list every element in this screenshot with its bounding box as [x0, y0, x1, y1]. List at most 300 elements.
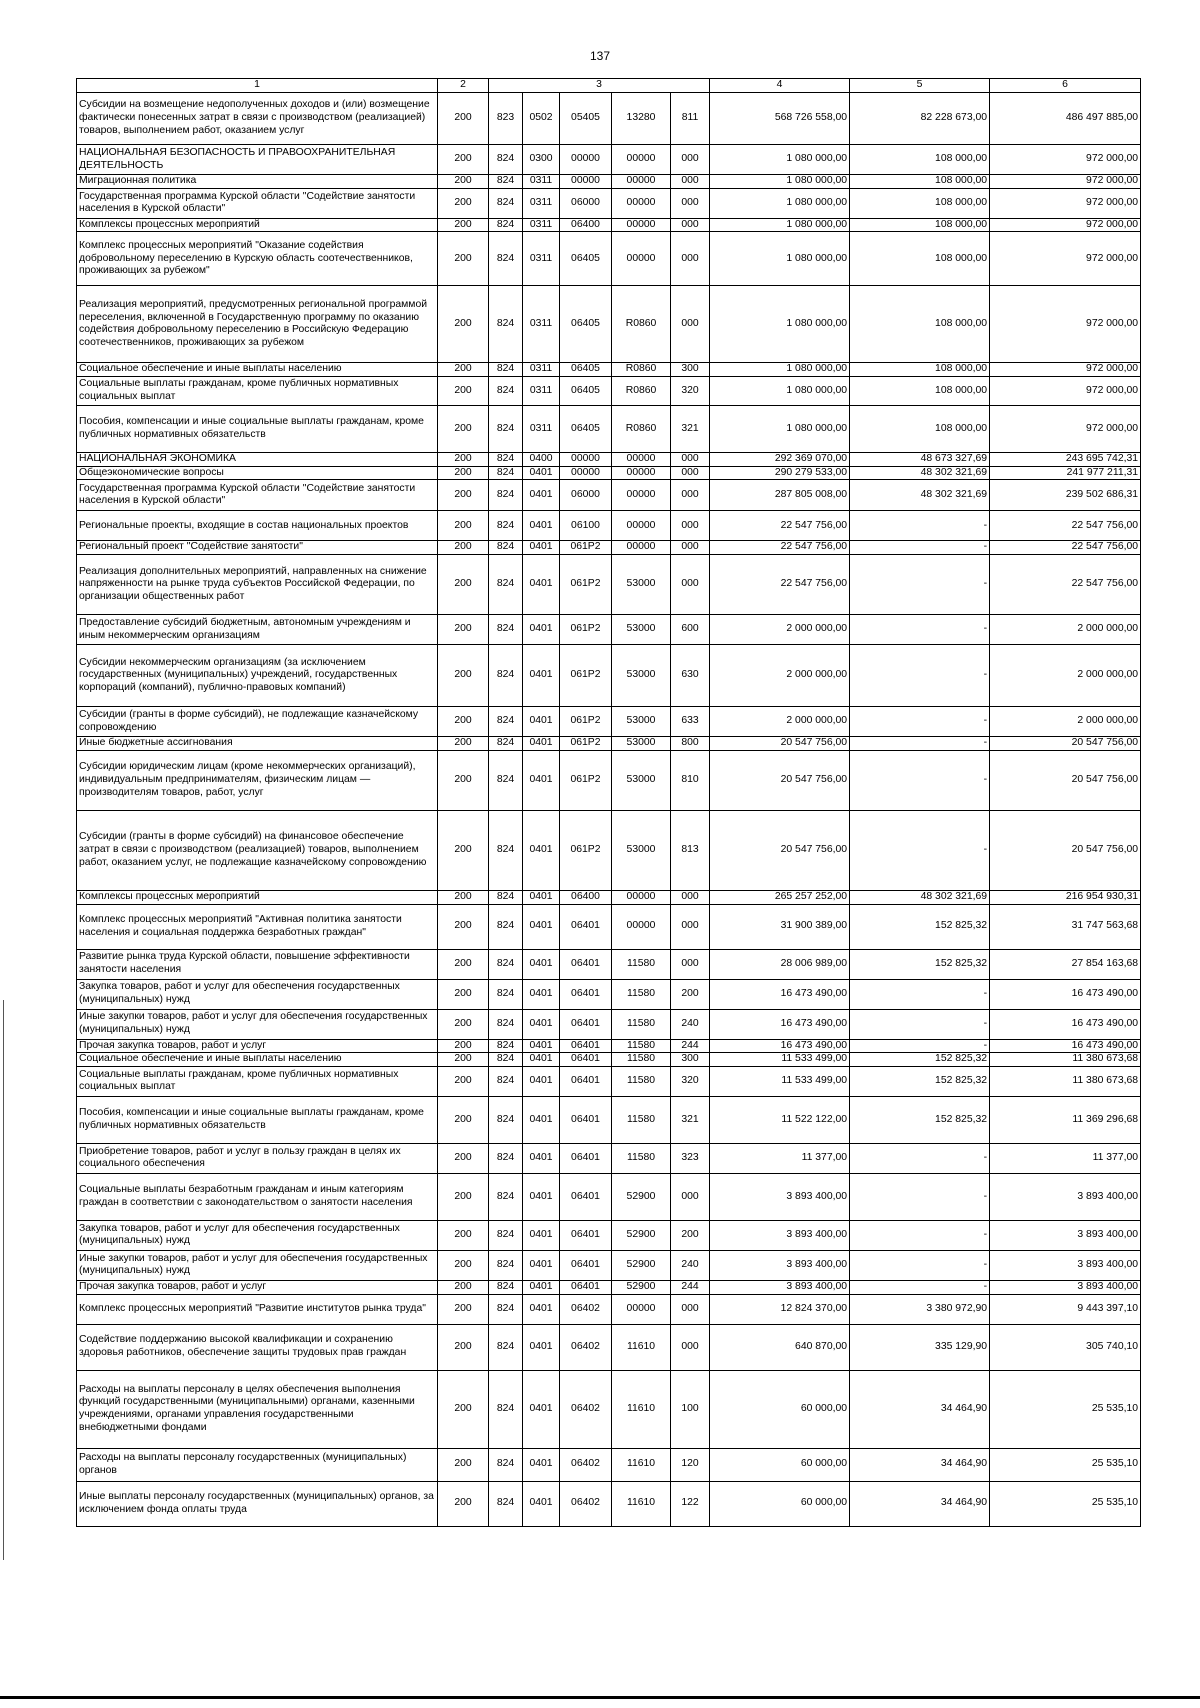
row-program-code: 00000 [560, 145, 612, 175]
row-section-code: 0401 [523, 1250, 560, 1280]
row-line-code: 200 [438, 707, 489, 737]
row-ministry-code: 824 [489, 363, 523, 377]
row-ministry-code: 824 [489, 1250, 523, 1280]
table-row [77, 1294, 1141, 1324]
row-expense-type-code: 000 [671, 541, 710, 555]
row-program-code: 06405 [560, 406, 612, 453]
row-approved-amount: 12 824 370,00 [710, 1294, 850, 1324]
row-program-code: 06402 [560, 1294, 612, 1324]
table-row [77, 1039, 1141, 1053]
row-direction-code: 00000 [612, 1294, 671, 1324]
row-executed-amount: - [850, 979, 990, 1009]
row-ministry-code: 824 [489, 218, 523, 232]
table-row [77, 890, 1141, 904]
row-line-code: 200 [438, 1220, 489, 1250]
row-name: Социальные выплаты безработным гражданам и иным категориям граждан в соответствии с законодательством о занятости населения [77, 1173, 438, 1220]
row-name: Общеэкономические вопросы [77, 466, 438, 480]
row-section-code: 0401 [523, 1066, 560, 1096]
row-name: Социальное обеспечение и иные выплаты населению [77, 363, 438, 377]
row-name: Субсидии юридическим лицам (кроме некоммерческих организаций), индивидуальным предпринимателям, физическим лицам — производителям товаров, работ, услуг [77, 750, 438, 810]
row-ministry-code: 824 [489, 1053, 523, 1067]
table-row [77, 511, 1141, 541]
row-direction-code: 11610 [612, 1481, 671, 1526]
row-executed-amount: 108 000,00 [850, 406, 990, 453]
row-unexecuted-amount: 2 000 000,00 [990, 615, 1141, 645]
row-name: Субсидии (гранты в форме субсидий) на финансовое обеспечение затрат в связи с производством (реализацией) товаров, выполнением работ, оказанием услуг, не подлежащие казначейскому сопровождению [77, 810, 438, 890]
row-executed-amount: - [850, 810, 990, 890]
row-ministry-code: 824 [489, 737, 523, 751]
row-approved-amount: 16 473 490,00 [710, 1039, 850, 1053]
row-direction-code: 11580 [612, 1096, 671, 1143]
row-section-code: 0401 [523, 707, 560, 737]
row-section-code: 0401 [523, 1096, 560, 1143]
row-name: Государственная программа Курской области "Содействие занятости населения в Курской области" [77, 480, 438, 511]
row-executed-amount: 108 000,00 [850, 286, 990, 363]
row-section-code: 0300 [523, 145, 560, 175]
row-ministry-code: 824 [489, 904, 523, 949]
row-direction-code: R0860 [612, 377, 671, 406]
row-name: Иные выплаты персоналу государственных (муниципальных) органов, за исключением фонда оплаты труда [77, 1481, 438, 1526]
header-row [77, 79, 1141, 93]
row-approved-amount: 287 805 008,00 [710, 480, 850, 511]
row-program-code: 06401 [560, 949, 612, 979]
row-section-code: 0311 [523, 286, 560, 363]
row-line-code: 200 [438, 453, 489, 467]
row-section-code: 0502 [523, 93, 560, 145]
row-direction-code: 53000 [612, 555, 671, 615]
row-approved-amount: 3 893 400,00 [710, 1250, 850, 1280]
table-row [77, 453, 1141, 467]
row-ministry-code: 824 [489, 1066, 523, 1096]
row-approved-amount: 28 006 989,00 [710, 949, 850, 979]
row-line-code: 200 [438, 363, 489, 377]
row-approved-amount: 60 000,00 [710, 1481, 850, 1526]
row-expense-type-code: 321 [671, 406, 710, 453]
row-line-code: 200 [438, 1039, 489, 1053]
row-executed-amount: 48 302 321,69 [850, 890, 990, 904]
row-line-code: 200 [438, 1294, 489, 1324]
row-line-code: 200 [438, 904, 489, 949]
row-name: Расходы на выплаты персоналу в целях обеспечения выполнения функций государственными (муниципальными) органами, казенными учреждениями, органами управления государственными внебюджетными фондами [77, 1370, 438, 1448]
row-line-code: 200 [438, 1143, 489, 1173]
table-row [77, 286, 1141, 363]
row-line-code: 200 [438, 286, 489, 363]
row-approved-amount: 22 547 756,00 [710, 511, 850, 541]
row-direction-code: 00000 [612, 232, 671, 286]
row-name: Приобретение товаров, работ и услуг в пользу граждан в целях их социального обеспечения [77, 1143, 438, 1173]
row-section-code: 0311 [523, 363, 560, 377]
table-row [77, 1096, 1141, 1143]
row-line-code: 200 [438, 810, 489, 890]
table-row [77, 406, 1141, 453]
row-line-code: 200 [438, 1448, 489, 1481]
row-unexecuted-amount: 2 000 000,00 [990, 707, 1141, 737]
row-direction-code: 00000 [612, 188, 671, 218]
row-program-code: 06401 [560, 1280, 612, 1294]
row-approved-amount: 2 000 000,00 [710, 645, 850, 707]
row-ministry-code: 824 [489, 1448, 523, 1481]
row-direction-code: 00000 [612, 466, 671, 480]
row-expense-type-code: 000 [671, 555, 710, 615]
row-line-code: 200 [438, 232, 489, 286]
row-program-code: 06402 [560, 1448, 612, 1481]
row-program-code: 00000 [560, 453, 612, 467]
row-direction-code: R0860 [612, 286, 671, 363]
row-expense-type-code: 244 [671, 1039, 710, 1053]
row-unexecuted-amount: 3 893 400,00 [990, 1250, 1141, 1280]
row-section-code: 0401 [523, 1009, 560, 1039]
row-executed-amount: 335 129,90 [850, 1324, 990, 1370]
row-name: Региональный проект "Содействие занятости" [77, 541, 438, 555]
row-expense-type-code: 100 [671, 1370, 710, 1448]
row-approved-amount: 16 473 490,00 [710, 1009, 850, 1039]
row-executed-amount: - [850, 1143, 990, 1173]
row-program-code: 06402 [560, 1324, 612, 1370]
row-section-code: 0401 [523, 1280, 560, 1294]
row-expense-type-code: 000 [671, 480, 710, 511]
row-section-code: 0401 [523, 1173, 560, 1220]
row-name: Развитие рынка труда Курской области, повышение эффективности занятости населения [77, 949, 438, 979]
row-executed-amount: 108 000,00 [850, 232, 990, 286]
row-name: Социальное обеспечение и иные выплаты населению [77, 1053, 438, 1067]
row-expense-type-code: 630 [671, 645, 710, 707]
row-section-code: 0311 [523, 175, 560, 189]
row-section-code: 0401 [523, 541, 560, 555]
row-name: Пособия, компенсации и иные социальные выплаты гражданам, кроме публичных нормативных обязательств [77, 406, 438, 453]
row-ministry-code: 824 [489, 1370, 523, 1448]
row-unexecuted-amount: 25 535,10 [990, 1448, 1141, 1481]
row-section-code: 0311 [523, 218, 560, 232]
row-approved-amount: 1 080 000,00 [710, 363, 850, 377]
row-ministry-code: 824 [489, 480, 523, 511]
row-executed-amount: 108 000,00 [850, 145, 990, 175]
row-line-code: 200 [438, 1370, 489, 1448]
row-line-code: 200 [438, 555, 489, 615]
row-line-code: 200 [438, 541, 489, 555]
row-name: Предоставление субсидий бюджетным, автономным учреждениям и иным некоммерческим организациям [77, 615, 438, 645]
table-row [77, 480, 1141, 511]
table-row [77, 1481, 1141, 1526]
row-name: Иные закупки товаров, работ и услуг для обеспечения государственных (муниципальных) нужд [77, 1250, 438, 1280]
table-row [77, 737, 1141, 751]
row-expense-type-code: 000 [671, 188, 710, 218]
row-unexecuted-amount: 22 547 756,00 [990, 541, 1141, 555]
row-line-code: 200 [438, 1173, 489, 1220]
row-executed-amount: 152 825,32 [850, 949, 990, 979]
row-program-code: 061P2 [560, 737, 612, 751]
row-unexecuted-amount: 972 000,00 [990, 188, 1141, 218]
row-line-code: 200 [438, 93, 489, 145]
row-program-code: 00000 [560, 175, 612, 189]
row-approved-amount: 22 547 756,00 [710, 541, 850, 555]
row-expense-type-code: 320 [671, 1066, 710, 1096]
table-row [77, 1066, 1141, 1096]
row-direction-code: 00000 [612, 541, 671, 555]
row-expense-type-code: 000 [671, 511, 710, 541]
row-name: Иные бюджетные ассигнования [77, 737, 438, 751]
row-name: Комплексы процессных мероприятий [77, 890, 438, 904]
row-approved-amount: 3 893 400,00 [710, 1280, 850, 1294]
row-program-code: 06401 [560, 904, 612, 949]
row-program-code: 06000 [560, 480, 612, 511]
row-program-code: 06400 [560, 890, 612, 904]
table-row [77, 1370, 1141, 1448]
row-unexecuted-amount: 25 535,10 [990, 1370, 1141, 1448]
row-approved-amount: 11 533 499,00 [710, 1066, 850, 1096]
row-unexecuted-amount: 972 000,00 [990, 145, 1141, 175]
row-executed-amount: - [850, 1009, 990, 1039]
row-direction-code: 11580 [612, 1066, 671, 1096]
row-approved-amount: 16 473 490,00 [710, 979, 850, 1009]
column-header-5: 5 [850, 79, 990, 93]
row-ministry-code: 824 [489, 406, 523, 453]
row-name: Комплекс процессных мероприятий "Развитие институтов рынка труда" [77, 1294, 438, 1324]
row-program-code: 06401 [560, 979, 612, 1009]
row-line-code: 200 [438, 466, 489, 480]
row-line-code: 200 [438, 1009, 489, 1039]
row-unexecuted-amount: 216 954 930,31 [990, 890, 1141, 904]
row-ministry-code: 824 [489, 810, 523, 890]
row-approved-amount: 1 080 000,00 [710, 232, 850, 286]
row-expense-type-code: 244 [671, 1280, 710, 1294]
row-approved-amount: 265 257 252,00 [710, 890, 850, 904]
row-direction-code: 53000 [612, 737, 671, 751]
row-name: Реализация дополнительных мероприятий, направленных на снижение напряженности на рынке труда субъектов Российской Федерации, по организации общественных работ [77, 555, 438, 615]
table-row [77, 1173, 1141, 1220]
row-executed-amount: 34 464,90 [850, 1370, 990, 1448]
row-expense-type-code: 300 [671, 1053, 710, 1067]
row-program-code: 061P2 [560, 541, 612, 555]
row-name: Субсидии некоммерческим организациям (за исключением государственных (муниципальных) учреждений, государственных корпораций (компаний), публично-правовых компаний) [77, 645, 438, 707]
row-line-code: 200 [438, 406, 489, 453]
table-row [77, 377, 1141, 406]
row-line-code: 200 [438, 890, 489, 904]
row-section-code: 0401 [523, 615, 560, 645]
row-expense-type-code: 811 [671, 93, 710, 145]
row-line-code: 200 [438, 1096, 489, 1143]
row-line-code: 200 [438, 1324, 489, 1370]
table-row [77, 949, 1141, 979]
row-expense-type-code: 600 [671, 615, 710, 645]
row-unexecuted-amount: 27 854 163,68 [990, 949, 1141, 979]
row-ministry-code: 824 [489, 707, 523, 737]
row-executed-amount: 108 000,00 [850, 218, 990, 232]
row-section-code: 0401 [523, 1370, 560, 1448]
table-row [77, 1220, 1141, 1250]
row-program-code: 06401 [560, 1066, 612, 1096]
row-section-code: 0311 [523, 188, 560, 218]
row-section-code: 0311 [523, 406, 560, 453]
row-executed-amount: 108 000,00 [850, 363, 990, 377]
row-direction-code: 11580 [612, 1009, 671, 1039]
row-executed-amount: - [850, 615, 990, 645]
row-approved-amount: 11 533 499,00 [710, 1053, 850, 1067]
row-direction-code: 53000 [612, 615, 671, 645]
row-direction-code: 11610 [612, 1448, 671, 1481]
row-direction-code: 00000 [612, 145, 671, 175]
table-row [77, 93, 1141, 145]
row-expense-type-code: 240 [671, 1250, 710, 1280]
row-section-code: 0401 [523, 1143, 560, 1173]
row-direction-code: 13280 [612, 93, 671, 145]
row-expense-type-code: 813 [671, 810, 710, 890]
row-name: Реализация мероприятий, предусмотренных региональной программой переселения, включенной в Государственную программу по оказанию содействия добровольному переселению в Российскую Федерацию соотечественников, проживающих за рубежом [77, 286, 438, 363]
row-unexecuted-amount: 241 977 211,31 [990, 466, 1141, 480]
row-line-code: 200 [438, 1280, 489, 1294]
row-ministry-code: 824 [489, 1481, 523, 1526]
row-ministry-code: 824 [489, 890, 523, 904]
row-ministry-code: 824 [489, 1009, 523, 1039]
row-executed-amount: - [850, 1039, 990, 1053]
row-direction-code: R0860 [612, 406, 671, 453]
table-row [77, 810, 1141, 890]
row-executed-amount: - [850, 511, 990, 541]
row-unexecuted-amount: 3 893 400,00 [990, 1280, 1141, 1294]
row-expense-type-code: 000 [671, 145, 710, 175]
row-expense-type-code: 323 [671, 1143, 710, 1173]
row-unexecuted-amount: 22 547 756,00 [990, 555, 1141, 615]
row-name: Комплекс процессных мероприятий "Оказание содействия добровольному переселению в Курскую область соотечественников, проживающих за рубежом" [77, 232, 438, 286]
row-program-code: 061P2 [560, 555, 612, 615]
row-approved-amount: 290 279 533,00 [710, 466, 850, 480]
row-direction-code: 52900 [612, 1280, 671, 1294]
row-ministry-code: 824 [489, 1039, 523, 1053]
row-direction-code: 11580 [612, 1039, 671, 1053]
row-section-code: 0311 [523, 377, 560, 406]
table-row [77, 555, 1141, 615]
row-expense-type-code: 800 [671, 737, 710, 751]
row-executed-amount: 34 464,90 [850, 1481, 990, 1526]
row-ministry-code: 824 [489, 286, 523, 363]
row-expense-type-code: 120 [671, 1448, 710, 1481]
row-expense-type-code: 300 [671, 363, 710, 377]
table-row [77, 1448, 1141, 1481]
row-unexecuted-amount: 20 547 756,00 [990, 810, 1141, 890]
row-executed-amount: 82 228 673,00 [850, 93, 990, 145]
row-program-code: 06401 [560, 1053, 612, 1067]
row-unexecuted-amount: 20 547 756,00 [990, 750, 1141, 810]
row-program-code: 06400 [560, 218, 612, 232]
row-unexecuted-amount: 972 000,00 [990, 377, 1141, 406]
row-direction-code: 11580 [612, 1143, 671, 1173]
row-unexecuted-amount: 486 497 885,00 [990, 93, 1141, 145]
row-program-code: 06401 [560, 1220, 612, 1250]
row-ministry-code: 824 [489, 232, 523, 286]
row-expense-type-code: 000 [671, 232, 710, 286]
row-expense-type-code: 200 [671, 979, 710, 1009]
row-unexecuted-amount: 16 473 490,00 [990, 979, 1141, 1009]
row-name: НАЦИОНАЛЬНАЯ ЭКОНОМИКА [77, 453, 438, 467]
row-unexecuted-amount: 16 473 490,00 [990, 1009, 1141, 1039]
row-line-code: 200 [438, 1053, 489, 1067]
row-executed-amount: - [850, 1250, 990, 1280]
row-expense-type-code: 240 [671, 1009, 710, 1039]
table-row [77, 1324, 1141, 1370]
row-line-code: 200 [438, 949, 489, 979]
table-row [77, 707, 1141, 737]
row-direction-code: 11580 [612, 1053, 671, 1067]
row-program-code: 06402 [560, 1481, 612, 1526]
row-unexecuted-amount: 972 000,00 [990, 175, 1141, 189]
row-expense-type-code: 000 [671, 175, 710, 189]
row-direction-code: 53000 [612, 750, 671, 810]
row-direction-code: 11580 [612, 979, 671, 1009]
row-direction-code: 11610 [612, 1370, 671, 1448]
row-direction-code: 00000 [612, 890, 671, 904]
scan-margin-line [3, 1000, 4, 1560]
row-section-code: 0401 [523, 904, 560, 949]
row-approved-amount: 60 000,00 [710, 1370, 850, 1448]
table-row [77, 1009, 1141, 1039]
row-unexecuted-amount: 972 000,00 [990, 232, 1141, 286]
row-ministry-code: 824 [489, 453, 523, 467]
row-ministry-code: 824 [489, 1294, 523, 1324]
row-unexecuted-amount: 9 443 397,10 [990, 1294, 1141, 1324]
row-line-code: 200 [438, 615, 489, 645]
row-program-code: 06401 [560, 1173, 612, 1220]
row-name: Субсидии на возмещение недополученных доходов и (или) возмещение фактически понесенных затрат в связи с производством (реализацией) товаров, выполнением работ, оказанием услуг [77, 93, 438, 145]
row-expense-type-code: 000 [671, 1294, 710, 1324]
row-approved-amount: 20 547 756,00 [710, 810, 850, 890]
row-program-code: 00000 [560, 466, 612, 480]
row-name: Субсидии (гранты в форме субсидий), не подлежащие казначейскому сопровождению [77, 707, 438, 737]
row-executed-amount: 48 302 321,69 [850, 466, 990, 480]
row-approved-amount: 292 369 070,00 [710, 453, 850, 467]
row-executed-amount: 152 825,32 [850, 1096, 990, 1143]
row-unexecuted-amount: 2 000 000,00 [990, 645, 1141, 707]
table-row [77, 615, 1141, 645]
row-executed-amount: - [850, 555, 990, 615]
row-unexecuted-amount: 22 547 756,00 [990, 511, 1141, 541]
row-section-code: 0401 [523, 1294, 560, 1324]
row-approved-amount: 3 893 400,00 [710, 1220, 850, 1250]
row-name: Содействие поддержанию высокой квалификации и сохранению здоровья работников, обеспечение защиты трудовых прав граждан [77, 1324, 438, 1370]
row-direction-code: 53000 [612, 810, 671, 890]
row-approved-amount: 31 900 389,00 [710, 904, 850, 949]
row-expense-type-code: 810 [671, 750, 710, 810]
row-line-code: 200 [438, 480, 489, 511]
row-program-code: 061P2 [560, 810, 612, 890]
row-expense-type-code: 000 [671, 890, 710, 904]
row-name: Закупка товаров, работ и услуг для обеспечения государственных (муниципальных) нужд [77, 1220, 438, 1250]
row-direction-code: 53000 [612, 645, 671, 707]
row-approved-amount: 1 080 000,00 [710, 218, 850, 232]
row-program-code: 06401 [560, 1039, 612, 1053]
row-line-code: 200 [438, 218, 489, 232]
row-section-code: 0401 [523, 1220, 560, 1250]
row-approved-amount: 20 547 756,00 [710, 750, 850, 810]
row-approved-amount: 1 080 000,00 [710, 188, 850, 218]
table-row [77, 904, 1141, 949]
row-ministry-code: 824 [489, 1280, 523, 1294]
row-direction-code: 11580 [612, 949, 671, 979]
row-unexecuted-amount: 972 000,00 [990, 363, 1141, 377]
row-executed-amount: - [850, 541, 990, 555]
row-unexecuted-amount: 972 000,00 [990, 406, 1141, 453]
row-program-code: 06401 [560, 1143, 612, 1173]
column-header-4: 4 [710, 79, 850, 93]
row-direction-code: 52900 [612, 1173, 671, 1220]
row-ministry-code: 824 [489, 145, 523, 175]
row-unexecuted-amount: 972 000,00 [990, 218, 1141, 232]
row-approved-amount: 568 726 558,00 [710, 93, 850, 145]
row-executed-amount: - [850, 645, 990, 707]
row-approved-amount: 22 547 756,00 [710, 555, 850, 615]
row-section-code: 0401 [523, 466, 560, 480]
row-executed-amount: 108 000,00 [850, 175, 990, 189]
table-row [77, 541, 1141, 555]
row-name: Пособия, компенсации и иные социальные выплаты гражданам, кроме публичных нормативных обязательств [77, 1096, 438, 1143]
